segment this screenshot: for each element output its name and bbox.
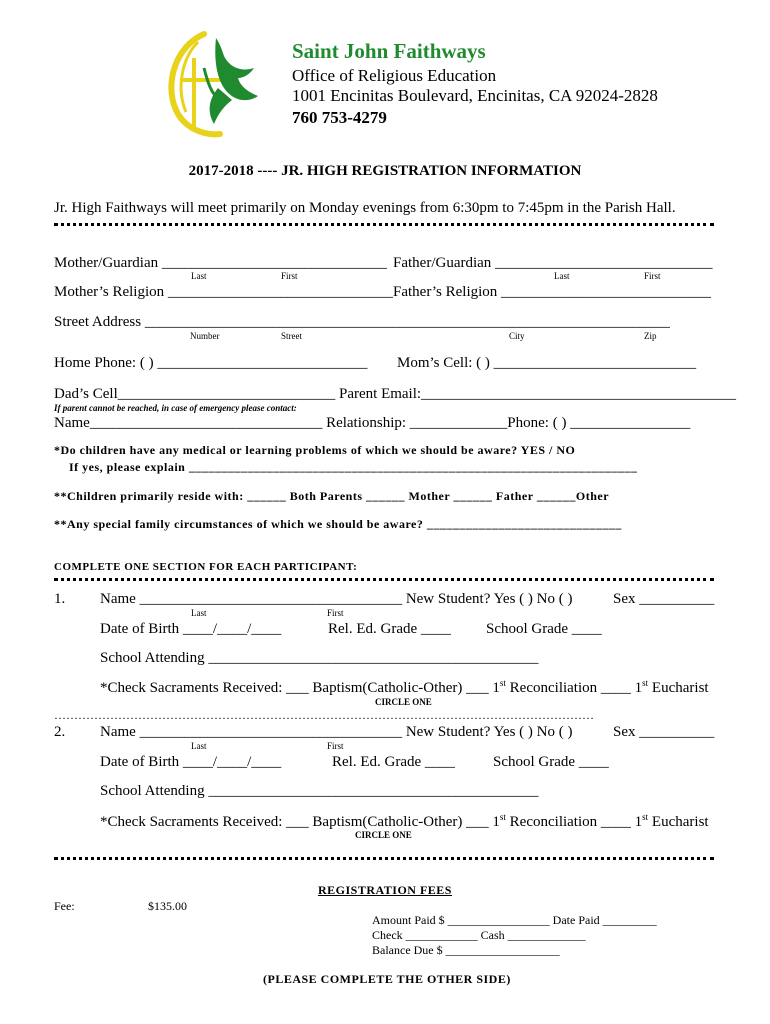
- participant-sex-field[interactable]: Sex __________: [613, 591, 715, 607]
- dob-field[interactable]: Date of Birth ____/____/____: [100, 621, 282, 637]
- intro-text: Jr. High Faithways will meet primarily on Monday evenings from 6:30pm to 7:45pm in the Parish Hall.: [54, 200, 676, 216]
- participant-sex-field[interactable]: Sex __________: [613, 724, 715, 740]
- check-cash-field[interactable]: Check ____________ Cash _____________: [372, 928, 586, 942]
- sacraments-text: *Check Sacraments Received: ___ Baptism(Catholic-Other) ___ 1: [100, 814, 500, 830]
- participant-number: 1.: [54, 591, 66, 607]
- school-grade-field[interactable]: School Grade ____: [486, 621, 602, 637]
- circle-one-label: CIRCLE ONE: [375, 697, 432, 707]
- sub-label-first: First: [327, 608, 344, 618]
- sub-label-zip: Zip: [644, 331, 657, 341]
- participant-name-field[interactable]: Name ___________________________________ New Student? Yes ( ) No ( ): [100, 591, 573, 607]
- sub-label-city: City: [509, 331, 525, 341]
- participant-number: 2.: [54, 724, 66, 740]
- footer-note: (PLEASE COMPLETE THE OTHER SIDE): [263, 972, 511, 986]
- sub-label-number: Number: [190, 331, 220, 341]
- father-religion-field[interactable]: Father’s Religion ____________________________: [393, 284, 712, 300]
- street-address-field[interactable]: Street Address ______________________________________________________________________: [54, 314, 670, 330]
- medical-explain-field[interactable]: If yes, please explain _____________________________________________________________________: [69, 460, 638, 474]
- circumstances-question: **Any special family circumstances of which we should be aware? ______________________________: [54, 517, 622, 531]
- sub-label-first: First: [644, 271, 661, 281]
- rel-ed-grade-field[interactable]: Rel. Ed. Grade ____: [328, 621, 451, 637]
- fee-amount: $135.00: [148, 899, 187, 913]
- sacraments-field[interactable]: [100, 813, 709, 831]
- faithways-logo: [158, 28, 268, 140]
- ordinal-st: st: [499, 678, 506, 688]
- dove-cross-logo-icon: [158, 28, 268, 140]
- registration-fees-title: REGISTRATION FEES: [318, 883, 452, 897]
- ordinal-st: st: [499, 812, 506, 822]
- office-name: Office of Religious Education: [292, 66, 497, 85]
- sacraments-field[interactable]: [100, 679, 709, 697]
- circle-one-label: CIRCLE ONE: [355, 830, 412, 840]
- school-grade-field[interactable]: School Grade ____: [493, 754, 609, 770]
- dads-cell-email-field[interactable]: Dad’s Cell_____________________________ Parent Email:__________________________________________: [54, 386, 737, 402]
- sub-label-last: Last: [191, 741, 207, 751]
- emergency-contact-field[interactable]: Name_______________________________ Relationship: _____________Phone: ( ) ________________: [54, 415, 691, 431]
- sub-label-first: First: [327, 741, 344, 751]
- father-guardian-field[interactable]: Father/Guardian _____________________________: [393, 255, 713, 271]
- sacraments-text: *Check Sacraments Received: ___ Baptism(Catholic-Other) ___ 1: [100, 680, 500, 696]
- org-name: Saint John Faithways: [292, 39, 486, 63]
- sub-label-last: Last: [554, 271, 570, 281]
- amount-paid-field[interactable]: Amount Paid $ _________________ Date Paid _________: [372, 913, 657, 927]
- sub-label-last: Last: [191, 608, 207, 618]
- ordinal-st: st: [642, 678, 649, 688]
- sub-label-street: Street: [281, 331, 302, 341]
- ordinal-st: st: [642, 812, 649, 822]
- home-phone-field[interactable]: Home Phone: ( ) ____________________________: [54, 355, 368, 371]
- eucharist-text: Eucharist: [648, 814, 709, 830]
- balance-due-field[interactable]: Balance Due $ ___________________: [372, 943, 560, 957]
- page-title: 2017-2018 ---- JR. HIGH REGISTRATION INFORMATION: [188, 163, 582, 179]
- participant-name-field[interactable]: Name ___________________________________ New Student? Yes ( ) No ( ): [100, 724, 573, 740]
- divider: [54, 578, 714, 581]
- mother-guardian-field[interactable]: Mother/Guardian ______________________________: [54, 255, 387, 271]
- participant-separator: ………………………………………………………………………………………………………………………: [54, 708, 594, 722]
- office-address: 1001 Encinitas Boulevard, Encinitas, CA 92024-2828: [292, 86, 658, 105]
- moms-cell-field[interactable]: Mom’s Cell: ( ) ___________________________: [397, 355, 697, 371]
- reconciliation-text: Reconciliation ____ 1: [505, 814, 643, 830]
- reside-question: **Children primarily reside with: ______ Both Parents ______ Mother ______ Father ______Other: [54, 489, 610, 503]
- rel-ed-grade-field[interactable]: Rel. Ed. Grade ____: [332, 754, 455, 770]
- divider: [54, 223, 714, 226]
- school-attending-field[interactable]: School Attending ____________________________________________: [100, 783, 539, 799]
- reconciliation-text: Reconciliation ____ 1: [505, 680, 643, 696]
- medical-question: *Do children have any medical or learning problems of which we should be aware? YES / NO: [54, 443, 576, 457]
- eucharist-text: Eucharist: [648, 680, 709, 696]
- sub-label-last: Last: [191, 271, 207, 281]
- fee-label: Fee:: [54, 899, 75, 913]
- section-header: COMPLETE ONE SECTION FOR EACH PARTICIPANT:: [54, 561, 358, 573]
- dob-field[interactable]: Date of Birth ____/____/____: [100, 754, 282, 770]
- office-phone: 760 753-4279: [292, 108, 387, 127]
- mother-religion-field[interactable]: Mother’s Religion ______________________________: [54, 284, 393, 300]
- school-attending-field[interactable]: School Attending ____________________________________________: [100, 650, 539, 666]
- sub-label-first: First: [281, 271, 298, 281]
- emergency-note: If parent cannot be reached, in case of emergency please contact:: [54, 403, 297, 413]
- divider: [54, 857, 714, 860]
